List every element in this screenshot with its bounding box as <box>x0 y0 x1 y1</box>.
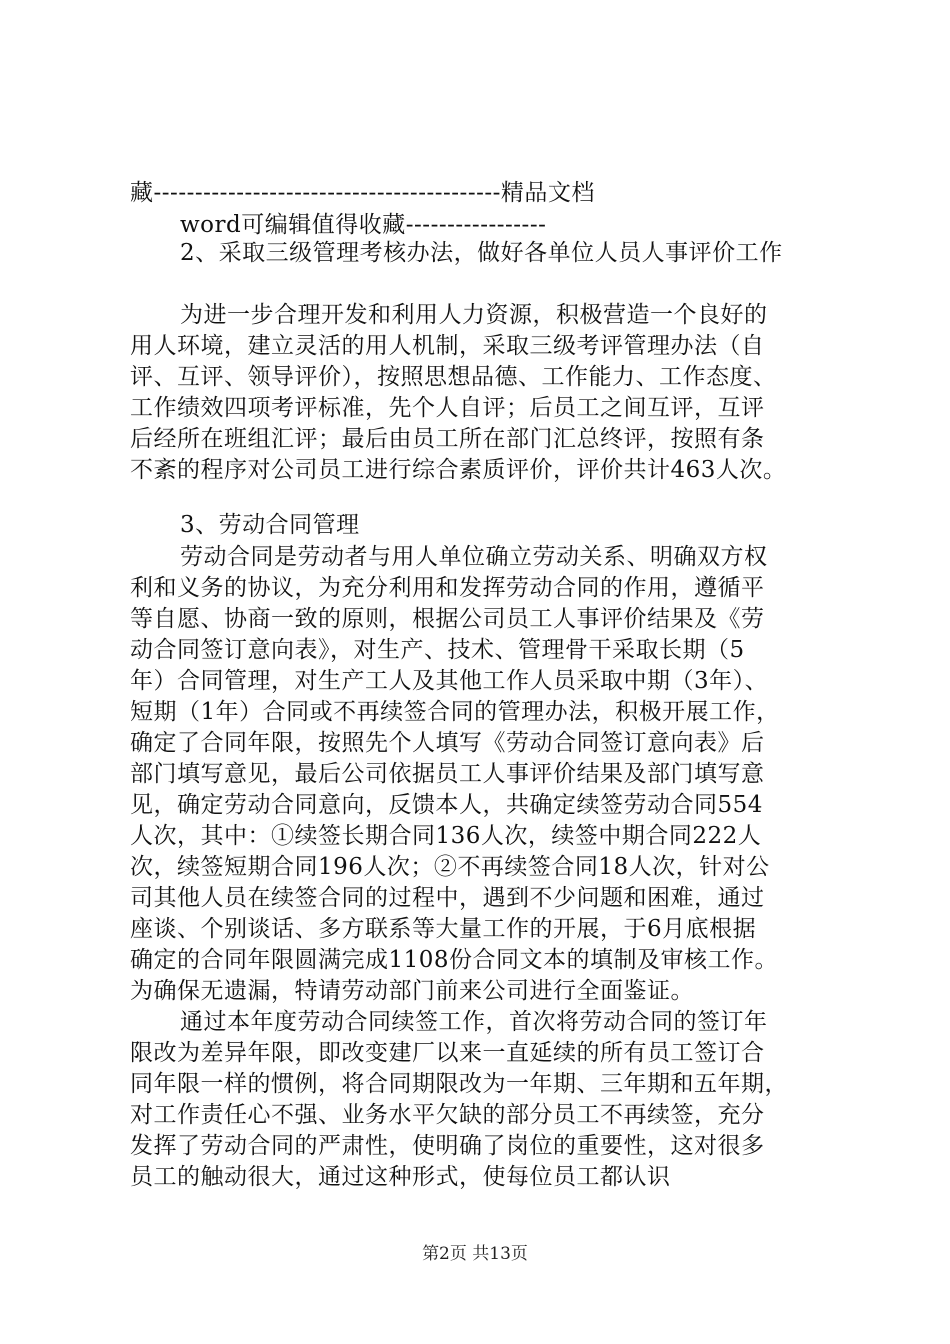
paragraph-3-line: 同年限一样的惯例，将合同期限改为一年期、三年期和五年期， <box>130 1071 788 1097</box>
paragraph-3-line: 限改为差异年限，即改变建厂以来一直延续的所有员工签订合 <box>130 1040 765 1066</box>
paragraph-2-line: 劳动合同是劳动者与用人单位确立劳动关系、明确双方权 <box>180 544 768 570</box>
paragraph-2-line: 利和义务的协议，为充分利用和发挥劳动合同的作用，遵循平 <box>130 575 765 601</box>
paragraph-3-line: 发挥了劳动合同的严肃性，使明确了岗位的重要性，这对很多 <box>130 1133 765 1159</box>
paragraph-1-line: 工作绩效四项考评标准，先个人自评；后员工之间互评，互评 <box>130 395 765 421</box>
paragraph-2-line: 短期（1年）合同或不再续签合同的管理办法，积极开展工作， <box>130 699 780 725</box>
paragraph-3-line: 通过本年度劳动合同续签工作，首次将劳动合同的签订年 <box>180 1009 768 1035</box>
paragraph-2-line: 年）合同管理，对生产工人及其他工作人员采取中期（3年）、 <box>130 668 769 694</box>
paragraph-1-line: 评、互评、领导评价），按照思想品德、工作能力、工作态度、 <box>130 364 777 390</box>
paragraph-2-line: 确定的合同年限圆满完成1108份合同文本的填制及审核工作。 <box>130 947 779 973</box>
header-line-1: 藏------------------------------------------精品文档 <box>130 180 595 206</box>
paragraph-3-line: 对工作责任心不强、业务水平欠缺的部分员工不再续签，充分 <box>130 1102 765 1128</box>
section-3-heading: 3、劳动合同管理 <box>180 512 360 538</box>
paragraph-2-line: 见，确定劳动合同意向，反馈本人，共确定续签劳动合同554 <box>130 792 763 818</box>
page-number-footer: 第2页 共13页 <box>422 1244 528 1264</box>
paragraph-2-line: 司其他人员在续签合同的过程中，遇到不少问题和困难，通过 <box>130 885 765 911</box>
paragraph-1-line: 为进一步合理开发和利用人力资源，积极营造一个良好的 <box>180 302 768 328</box>
paragraph-2-line: 等自愿、协商一致的原则，根据公司员工人事评价结果及《劳 <box>130 606 765 632</box>
paragraph-3-line: 员工的触动很大，通过这种形式，使每位员工都认识 <box>130 1164 671 1190</box>
section-2-heading: 2、采取三级管理考核办法，做好各单位人员人事评价工作 <box>180 240 783 266</box>
paragraph-2-line: 座谈、个别谈话、多方联系等大量工作的开展，于6月底根据 <box>130 916 757 942</box>
paragraph-2-line: 为确保无遗漏，特请劳动部门前来公司进行全面鉴证。 <box>130 978 694 1004</box>
paragraph-2-line: 动合同签订意向表》，对生产、技术、管理骨干采取长期（5 <box>130 637 745 663</box>
paragraph-2-line: 人次，其中：①续签长期合同136人次，续签中期合同222人 <box>130 823 762 849</box>
paragraph-1-line: 用人环境，建立灵活的用人机制，采取三级考评管理办法（自 <box>130 333 765 359</box>
paragraph-1-line: 后经所在班组汇评；最后由员工所在部门汇总终评，按照有条 <box>130 426 765 452</box>
header-line-2: word可编辑值得收藏----------------- <box>180 212 547 238</box>
paragraph-2-line: 确定了合同年限，按照先个人填写《劳动合同签订意向表》后 <box>130 730 765 756</box>
paragraph-2-line: 次，续签短期合同196人次；②不再续签合同18人次，针对公 <box>130 854 770 880</box>
paragraph-1-line: 不紊的程序对公司员工进行综合素质评价，评价共计463人次。 <box>130 457 787 483</box>
paragraph-2-line: 部门填写意见，最后公司依据员工人事评价结果及部门填写意 <box>130 761 765 787</box>
